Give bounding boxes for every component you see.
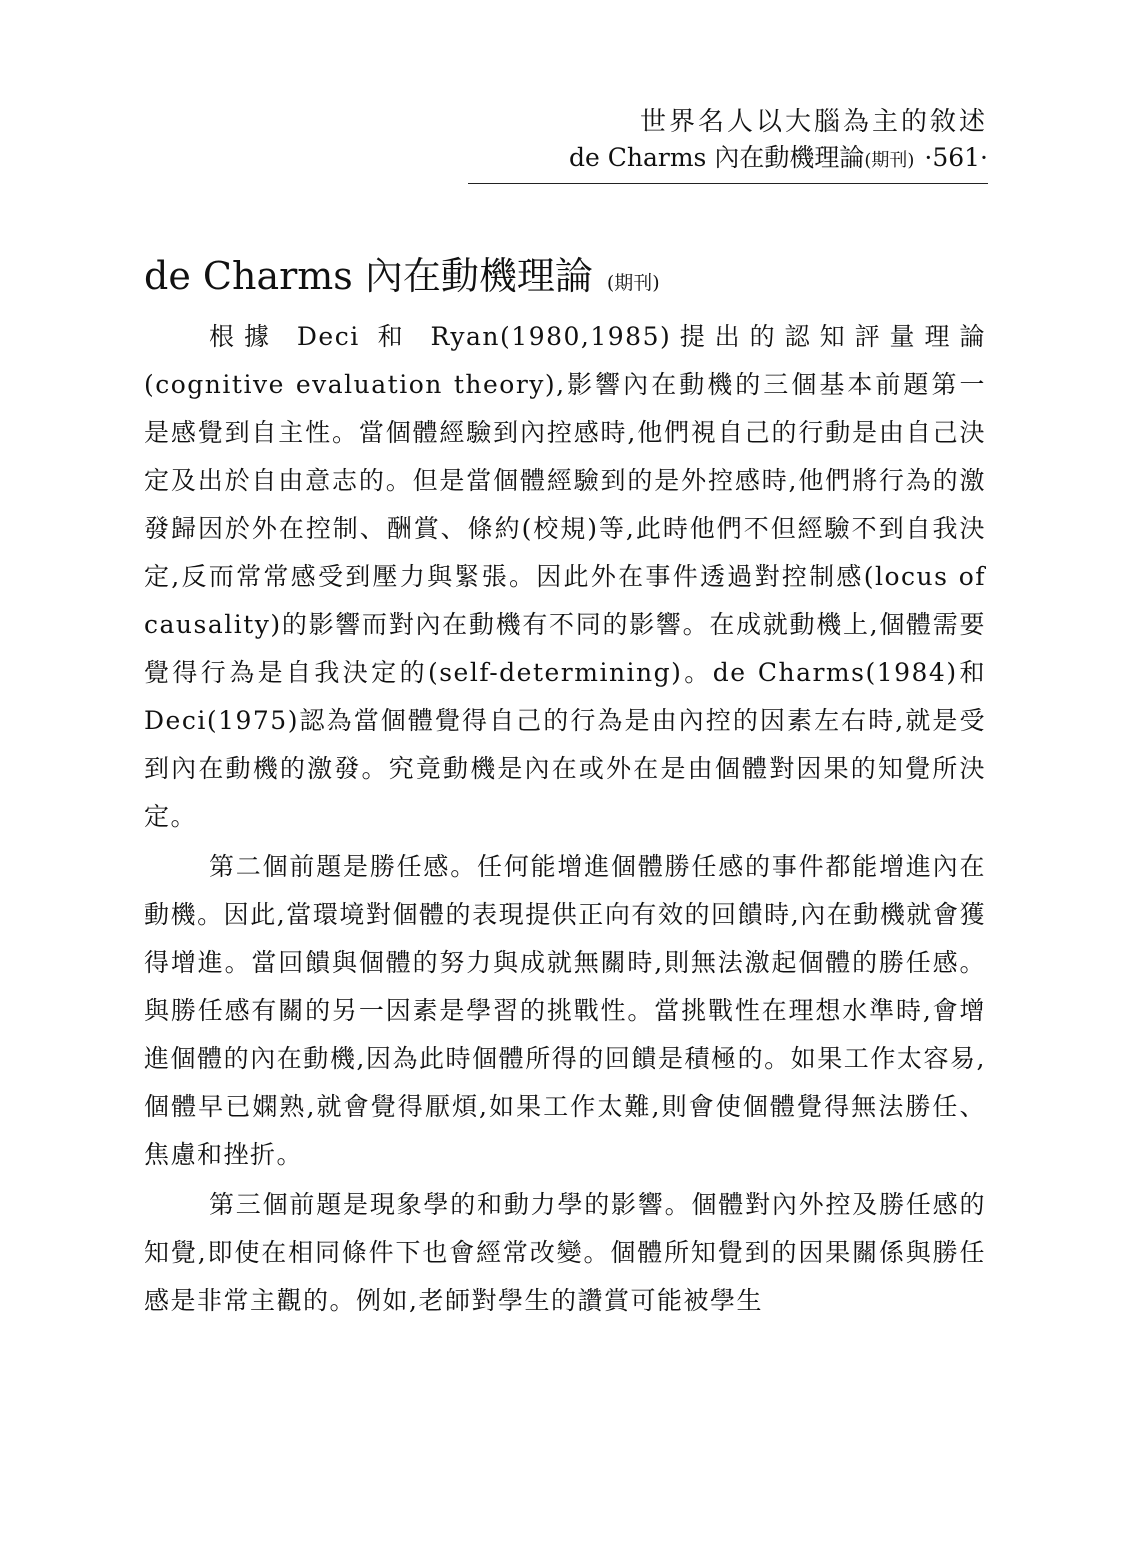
- section-title: de Charms 內在動機理論: [569, 143, 865, 172]
- page-number: ·561·: [924, 143, 988, 172]
- article-title-note: (期刊): [606, 272, 660, 294]
- paragraph-3: 第三個前題是現象學的和動力學的影響。個體對內外控及勝任感的知覺,即使在相同條件下也會經常改變。個體所知覺到的因果關係與勝任感是非常主觀的。例如,老師對學生的讚賞可能被學生: [144, 1190, 986, 1315]
- paragraph-1: 根據 Deci 和 Ryan(1980,1985)提出的認知評量理論(cognitive evaluation theory),影響內在動機的三個基本前題第一是感覺到自主性。當個體經驗到內控感時,他們視自己的行動是由自己決定及出於自由意志的。但是當個體經驗到的是外控感時,他們將行為的激發歸因於外在控制、酬賞、條約(校規)等,此時他們不但經驗不到自我決定,反而常常感受到壓力與緊張。因此外在事件透過對控制感(locus of causality)的影響而對內在動機有不同的影響。在成就動機上,個體需要覺得行為是自我決定的(self-determining)。de Charms(1984)和 Deci(1975)認為當個體覺得自己的行為是由內控的因素左右時,就是受到內在動機的激發。究竟動機是內在或外在是由個體對因果的知覺所決定。: [144, 322, 986, 831]
- running-header: [468, 104, 988, 184]
- paragraph-2: 第二個前題是勝任感。任何能增進個體勝任感的事件都能增進內在動機。因此,當環境對個體的表現提供正向有效的回饋時,內在動機就會獲得增進。當回饋與個體的努力與成就無關時,則無法激起個體的勝任感。與勝任感有關的另一因素是學習的挑戰性。當挑戰性在理想水準時,會增進個體的內在動機,因為此時個體所得的回饋是積極的。如果工作太容易,個體早已嫻熟,就會覺得厭煩,如果工作太難,則會使個體覺得無法勝任、焦慮和挫折。: [144, 852, 986, 1169]
- book-title: 世界名人以大腦為主的敘述: [639, 107, 988, 137]
- section-header: [468, 140, 988, 184]
- article-title-text: de Charms 內在動機理論: [144, 254, 593, 298]
- article-title: [144, 248, 986, 311]
- section-note: (期刊): [864, 150, 915, 171]
- article-body: [144, 248, 986, 1327]
